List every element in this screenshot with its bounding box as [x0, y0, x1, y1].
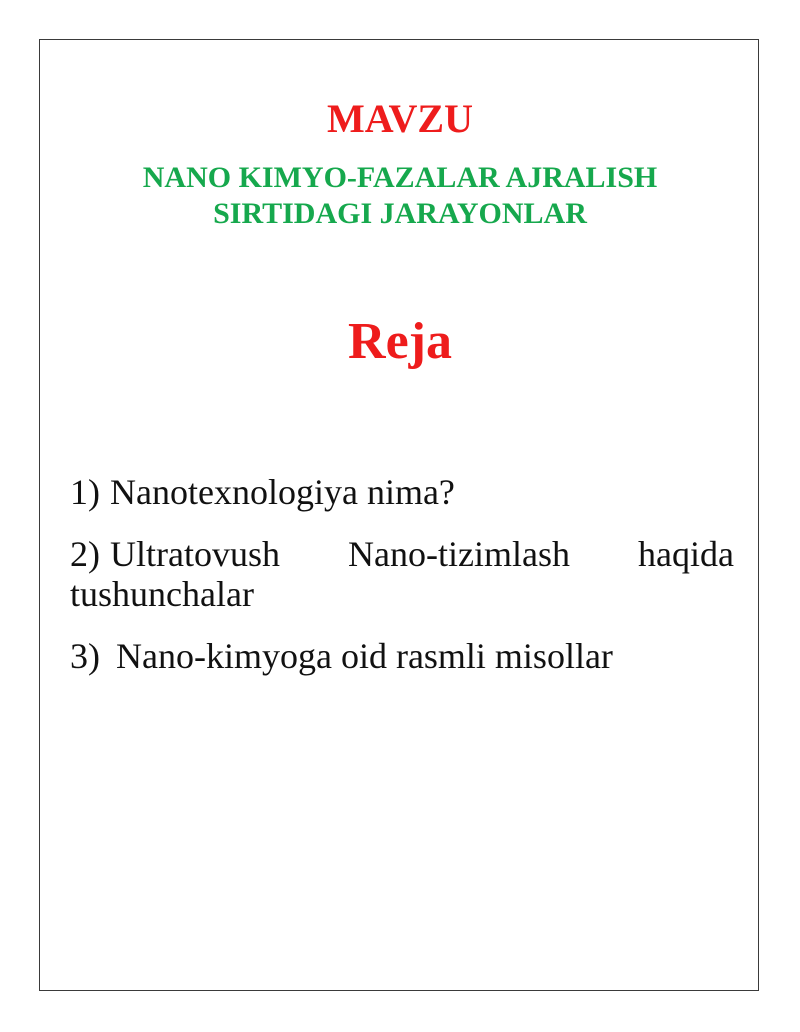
plan-item [70, 636, 734, 676]
subtitle-line-2: SIRTIDAGI JARAYONLAR [213, 197, 587, 230]
plan-heading: Reja [348, 313, 452, 370]
plan-item [70, 472, 734, 512]
plan-item-text: Nanotexnologiya nima? [110, 472, 455, 512]
plan-item-number: 1) [70, 472, 100, 512]
plan-item-text: Ultratovush Nano-tizimlash haqida tushunchalar [70, 534, 734, 614]
plan-item [70, 534, 734, 614]
plan-item-text: Nano-kimyoga oid rasmli misollar [116, 636, 613, 676]
subtitle-line-1: NANO KIMYO-FAZALAR AJRALISH [142, 161, 658, 194]
plan-list [70, 472, 734, 698]
plan-item-number: 3) [70, 636, 100, 676]
document-subtitle [0, 160, 800, 232]
document-title: MAVZU [327, 96, 473, 141]
plan-item-number: 2) [70, 534, 100, 574]
